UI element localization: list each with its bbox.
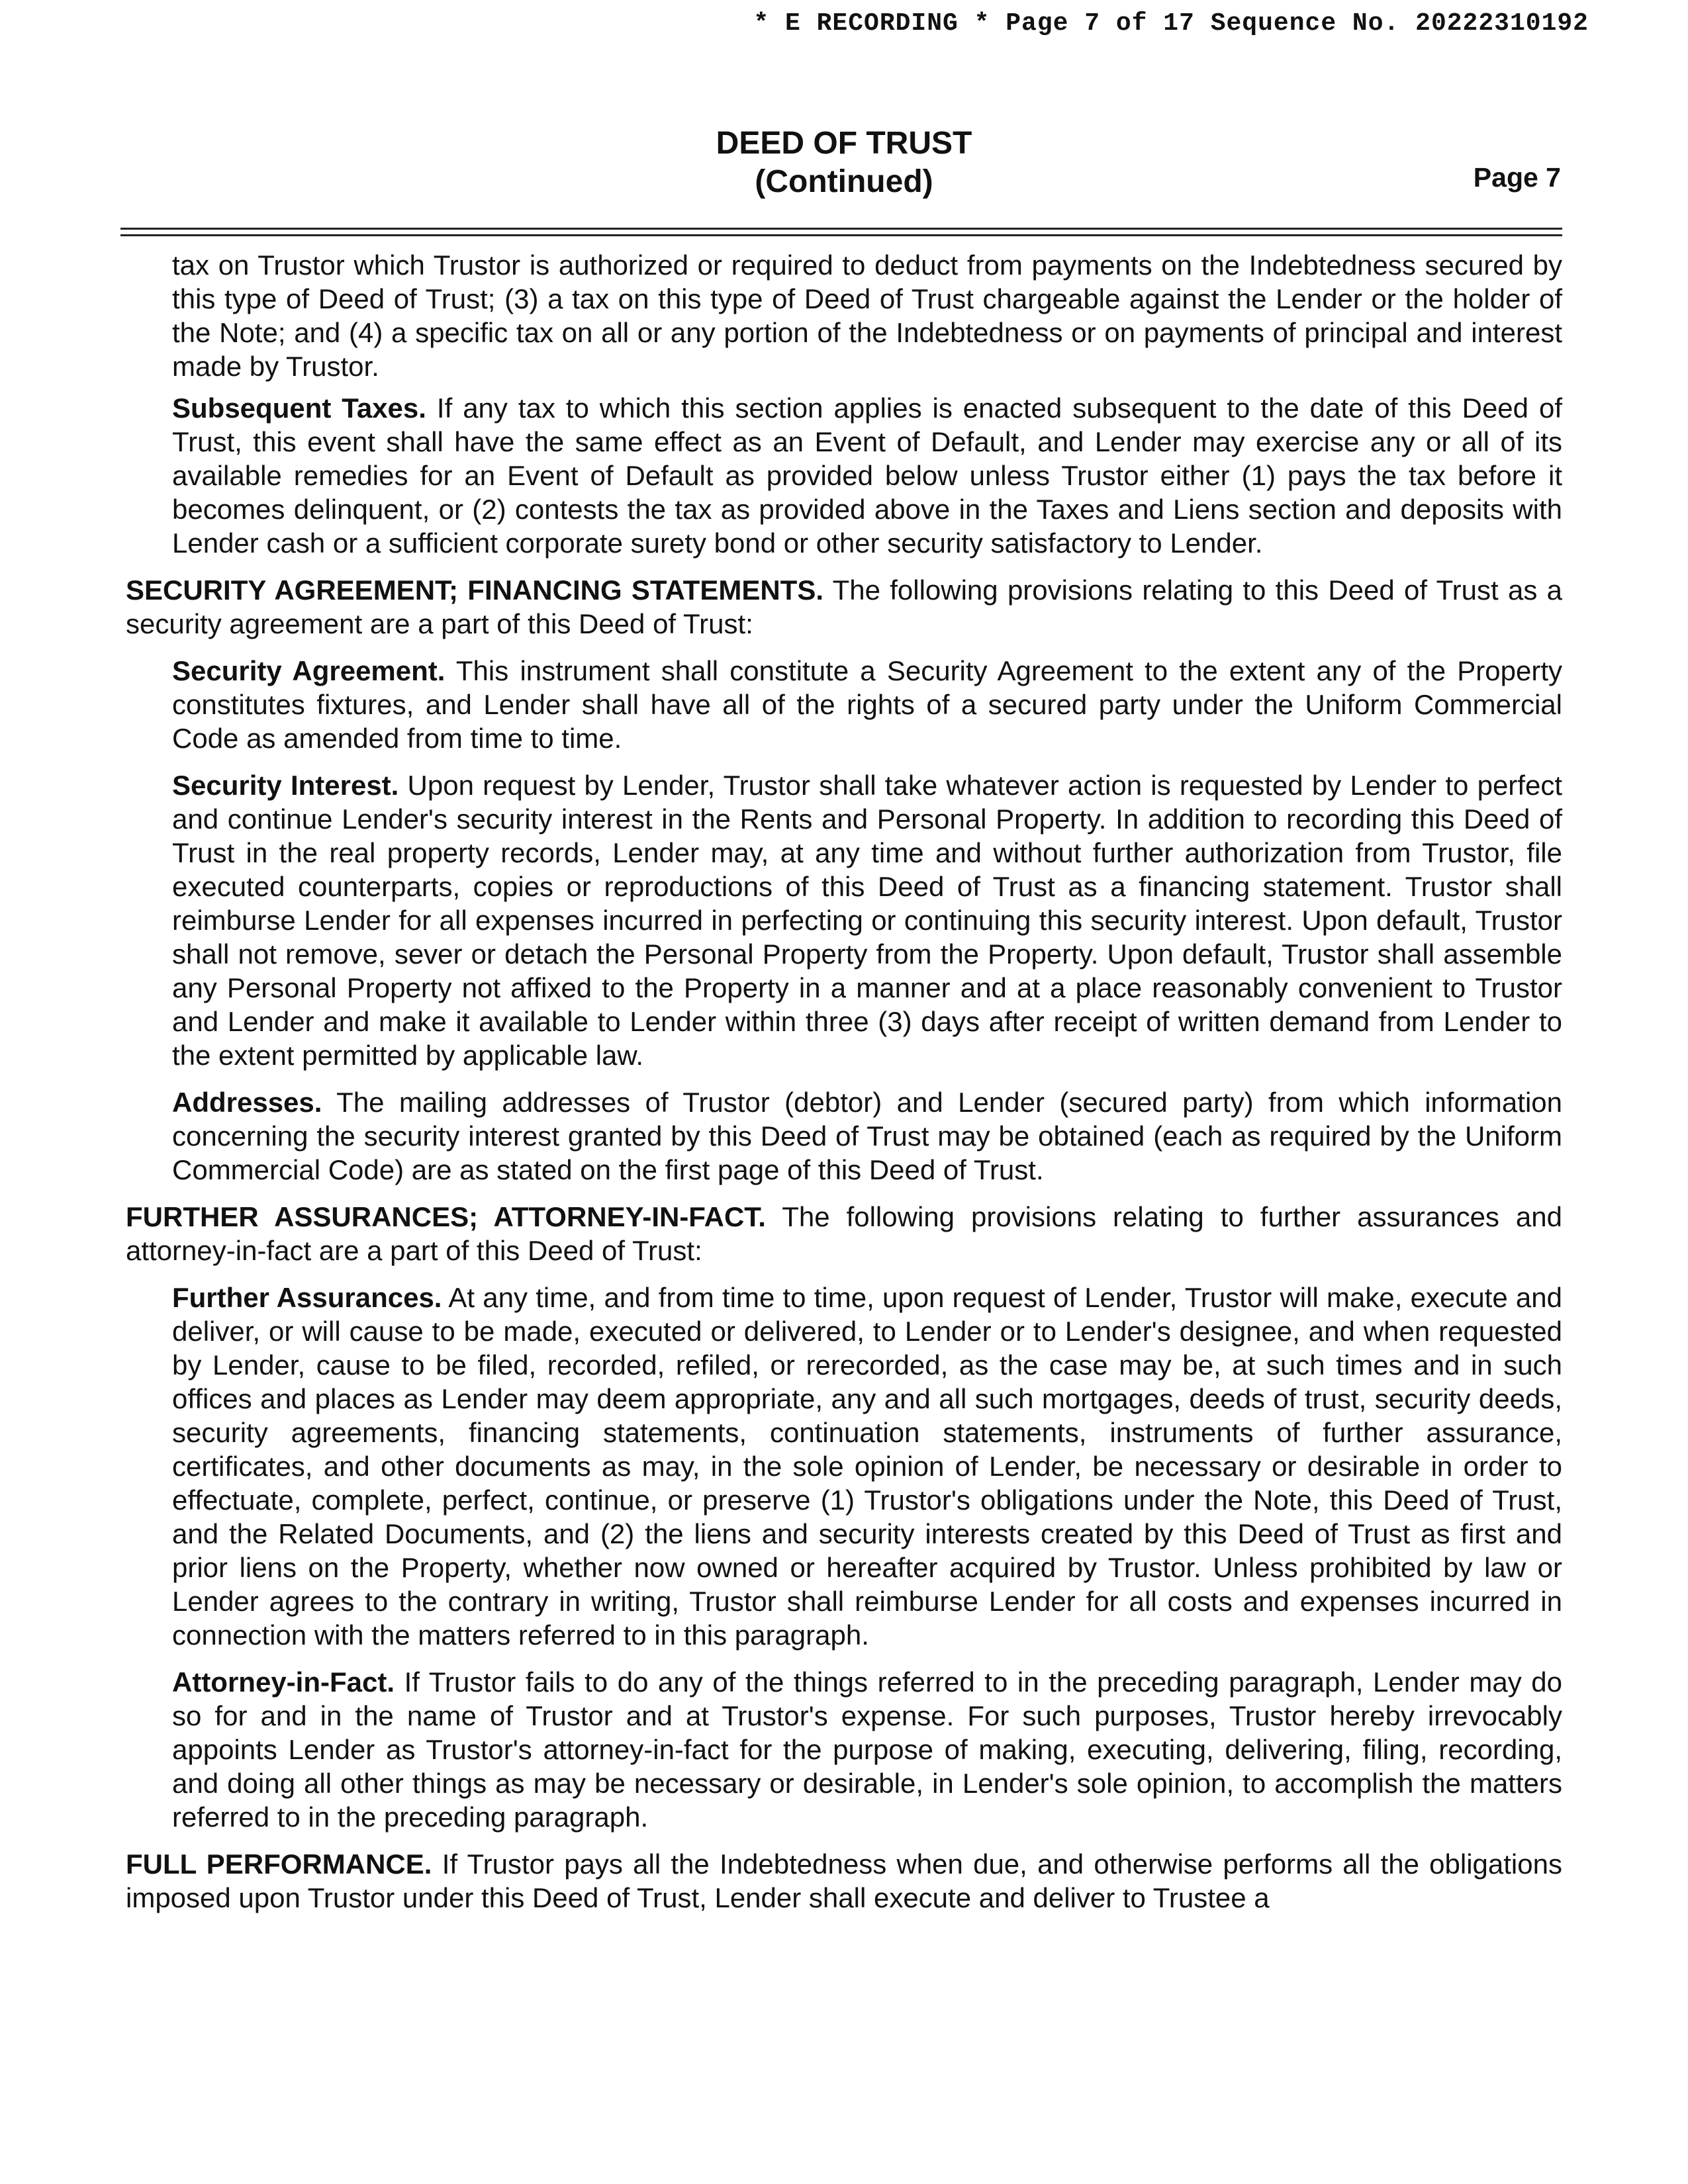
header-rule-top [120, 228, 1562, 230]
paragraph-subsequent-taxes [172, 391, 1562, 560]
paragraph-text: Upon request by Lender, Trustor shall take whatever action is requested by Lender to perfect and continue Lender's security interest in the Rents and Personal Property. In addition to recording this Deed of Trust in the real property records, Lender may, at any time and without further authorization from Trustor, file executed counterparts, copies or reproductions of this Deed of Trust as a financing statement. Trustor shall reimburse Lender for all expenses incurred in perfecting or continuing this security interest. Upon default, Trustor shall not remove, sever or detach the Personal Property from the Property. Upon default, Trustor shall assemble any Personal Property not affixed to the Property in a manner and at a place reasonably convenient to Trustor and Lender and make it available to Lender within three (3) days after receipt of written demand from Lender to the extent permitted by applicable law. [172, 770, 1562, 1071]
paragraph-text: This instrument shall constitute a Security Agreement to the extent any of the Property constitutes fixtures, and Lender shall have all of the rights of a secured party under the Uniform Commercial Code as amended from time to time. [172, 655, 1562, 754]
subtitle-text: (Continued) [755, 164, 933, 199]
section-heading: FULL PERFORMANCE. [126, 1848, 432, 1880]
paragraph-further-assurances [172, 1281, 1562, 1652]
paragraph-addresses [172, 1085, 1562, 1187]
paragraph-heading: Attorney-in-Fact. [172, 1666, 395, 1698]
section-heading: SECURITY AGREEMENT; FINANCING STATEMENTS. [126, 574, 824, 606]
paragraph-security-agreement [172, 654, 1562, 755]
section-further-assurances [126, 1200, 1562, 1267]
paragraph-heading: Addresses. [172, 1087, 322, 1118]
section-text: If Trustor pays all the Indebtedness when due, and otherwise performs all the obligations imposed upon Trustor under this Deed of Trust, Lender shall execute and deliver to Trustee a [126, 1848, 1562, 1913]
paragraph-security-interest [172, 768, 1562, 1072]
section-heading: FURTHER ASSURANCES; ATTORNEY-IN-FACT. [126, 1201, 766, 1232]
page-number: Page 7 [1473, 162, 1561, 193]
section-security-agreement [126, 573, 1562, 641]
paragraph-attorney-in-fact [172, 1665, 1562, 1834]
header-rule-bottom [120, 234, 1562, 236]
paragraph-heading: Security Interest. [172, 770, 399, 801]
paragraph-heading: Further Assurances. [172, 1282, 442, 1313]
title-text: DEED OF TRUST [716, 126, 972, 161]
section-full-performance [126, 1847, 1562, 1915]
document-title [0, 124, 1688, 201]
section-text: The following provisions relating to further assurances and attorney-in-fact are a part of this Deed of Trust: [126, 1201, 1562, 1266]
paragraph-text: If any tax to which this section applies is enacted subsequent to the date of this Deed of Trust, this event shall have the same effect as an Event of Default, and Lender may exercise any or all of its available remedies for an Event of Default as provided below unless Trustor either (1) pays the tax before it becomes delinquent, or (2) contests the tax as provided above in the Taxes and Liens section and deposits with Lender cash or a sufficient corporate surety bond or other security satisfactory to Lender. [172, 392, 1562, 559]
paragraph-text: tax on Trustor which Trustor is authorized or required to deduct from payments on the Indebtedness secured by this type of Deed of Trust; (3) a tax on this type of Deed of Trust chargeable against the Lender or the holder of the Note; and (4) a specific tax on all or any portion of the Indebtedness or on payments of principal and interest made by Trustor. [172, 250, 1562, 382]
document-body [126, 248, 1562, 1928]
paragraph-continued-tax [172, 248, 1562, 383]
section-text: The following provisions relating to this Deed of Trust as a security agreement are a part of this Deed of Trust: [126, 574, 1562, 639]
paragraph-heading: Security Agreement. [172, 655, 445, 686]
recording-stamp: * E RECORDING * Page 7 of 17 Sequence No. 20222310192 [753, 9, 1589, 38]
paragraph-text: At any time, and from time to time, upon request of Lender, Trustor will make, execute and deliver, or will cause to be made, executed or delivered, to Lender or to Lender's designee, and when requested by Lender, cause to be filed, recorded, refiled, or rerecorded, as the case may be, at such times and in such offices and places as Lender may deem appropriate, any and all such mortgages, deeds of trust, security deeds, security agreements, financing statements, continuation statements, instruments of further assurance, certificates, and other documents as may, in the sole opinion of Lender, be necessary or desirable in order to effectuate, complete, perfect, continue, or preserve (1) Trustor's obligations under the Note, this Deed of Trust, and the Related Documents, and (2) the liens and security interests created by this Deed of Trust as first and prior liens on the Property, whether now owned or hereafter acquired by Trustor. Unless prohibited by law or Lender agrees to the contrary in writing, Trustor shall reimburse Lender for all costs and expenses incurred in connection with the matters referred to in this paragraph. [172, 1282, 1562, 1651]
paragraph-text: The mailing addresses of Trustor (debtor) and Lender (secured party) from which information concerning the security interest granted by this Deed of Trust may be obtained (each as required by the Uniform Commercial Code) are as stated on the first page of this Deed of Trust. [172, 1087, 1562, 1185]
paragraph-text: If Trustor fails to do any of the things referred to in the preceding paragraph, Lender may do so for and in the name of Trustor and at Trustor's expense. For such purposes, Trustor hereby irrevocably appoints Lender as Trustor's attorney-in-fact for the purpose of making, executing, delivering, filing, recording, and doing all other things as may be necessary or desirable, in Lender's sole opinion, to accomplish the matters referred to in the preceding paragraph. [172, 1666, 1563, 1833]
paragraph-heading: Subsequent Taxes. [172, 392, 426, 424]
